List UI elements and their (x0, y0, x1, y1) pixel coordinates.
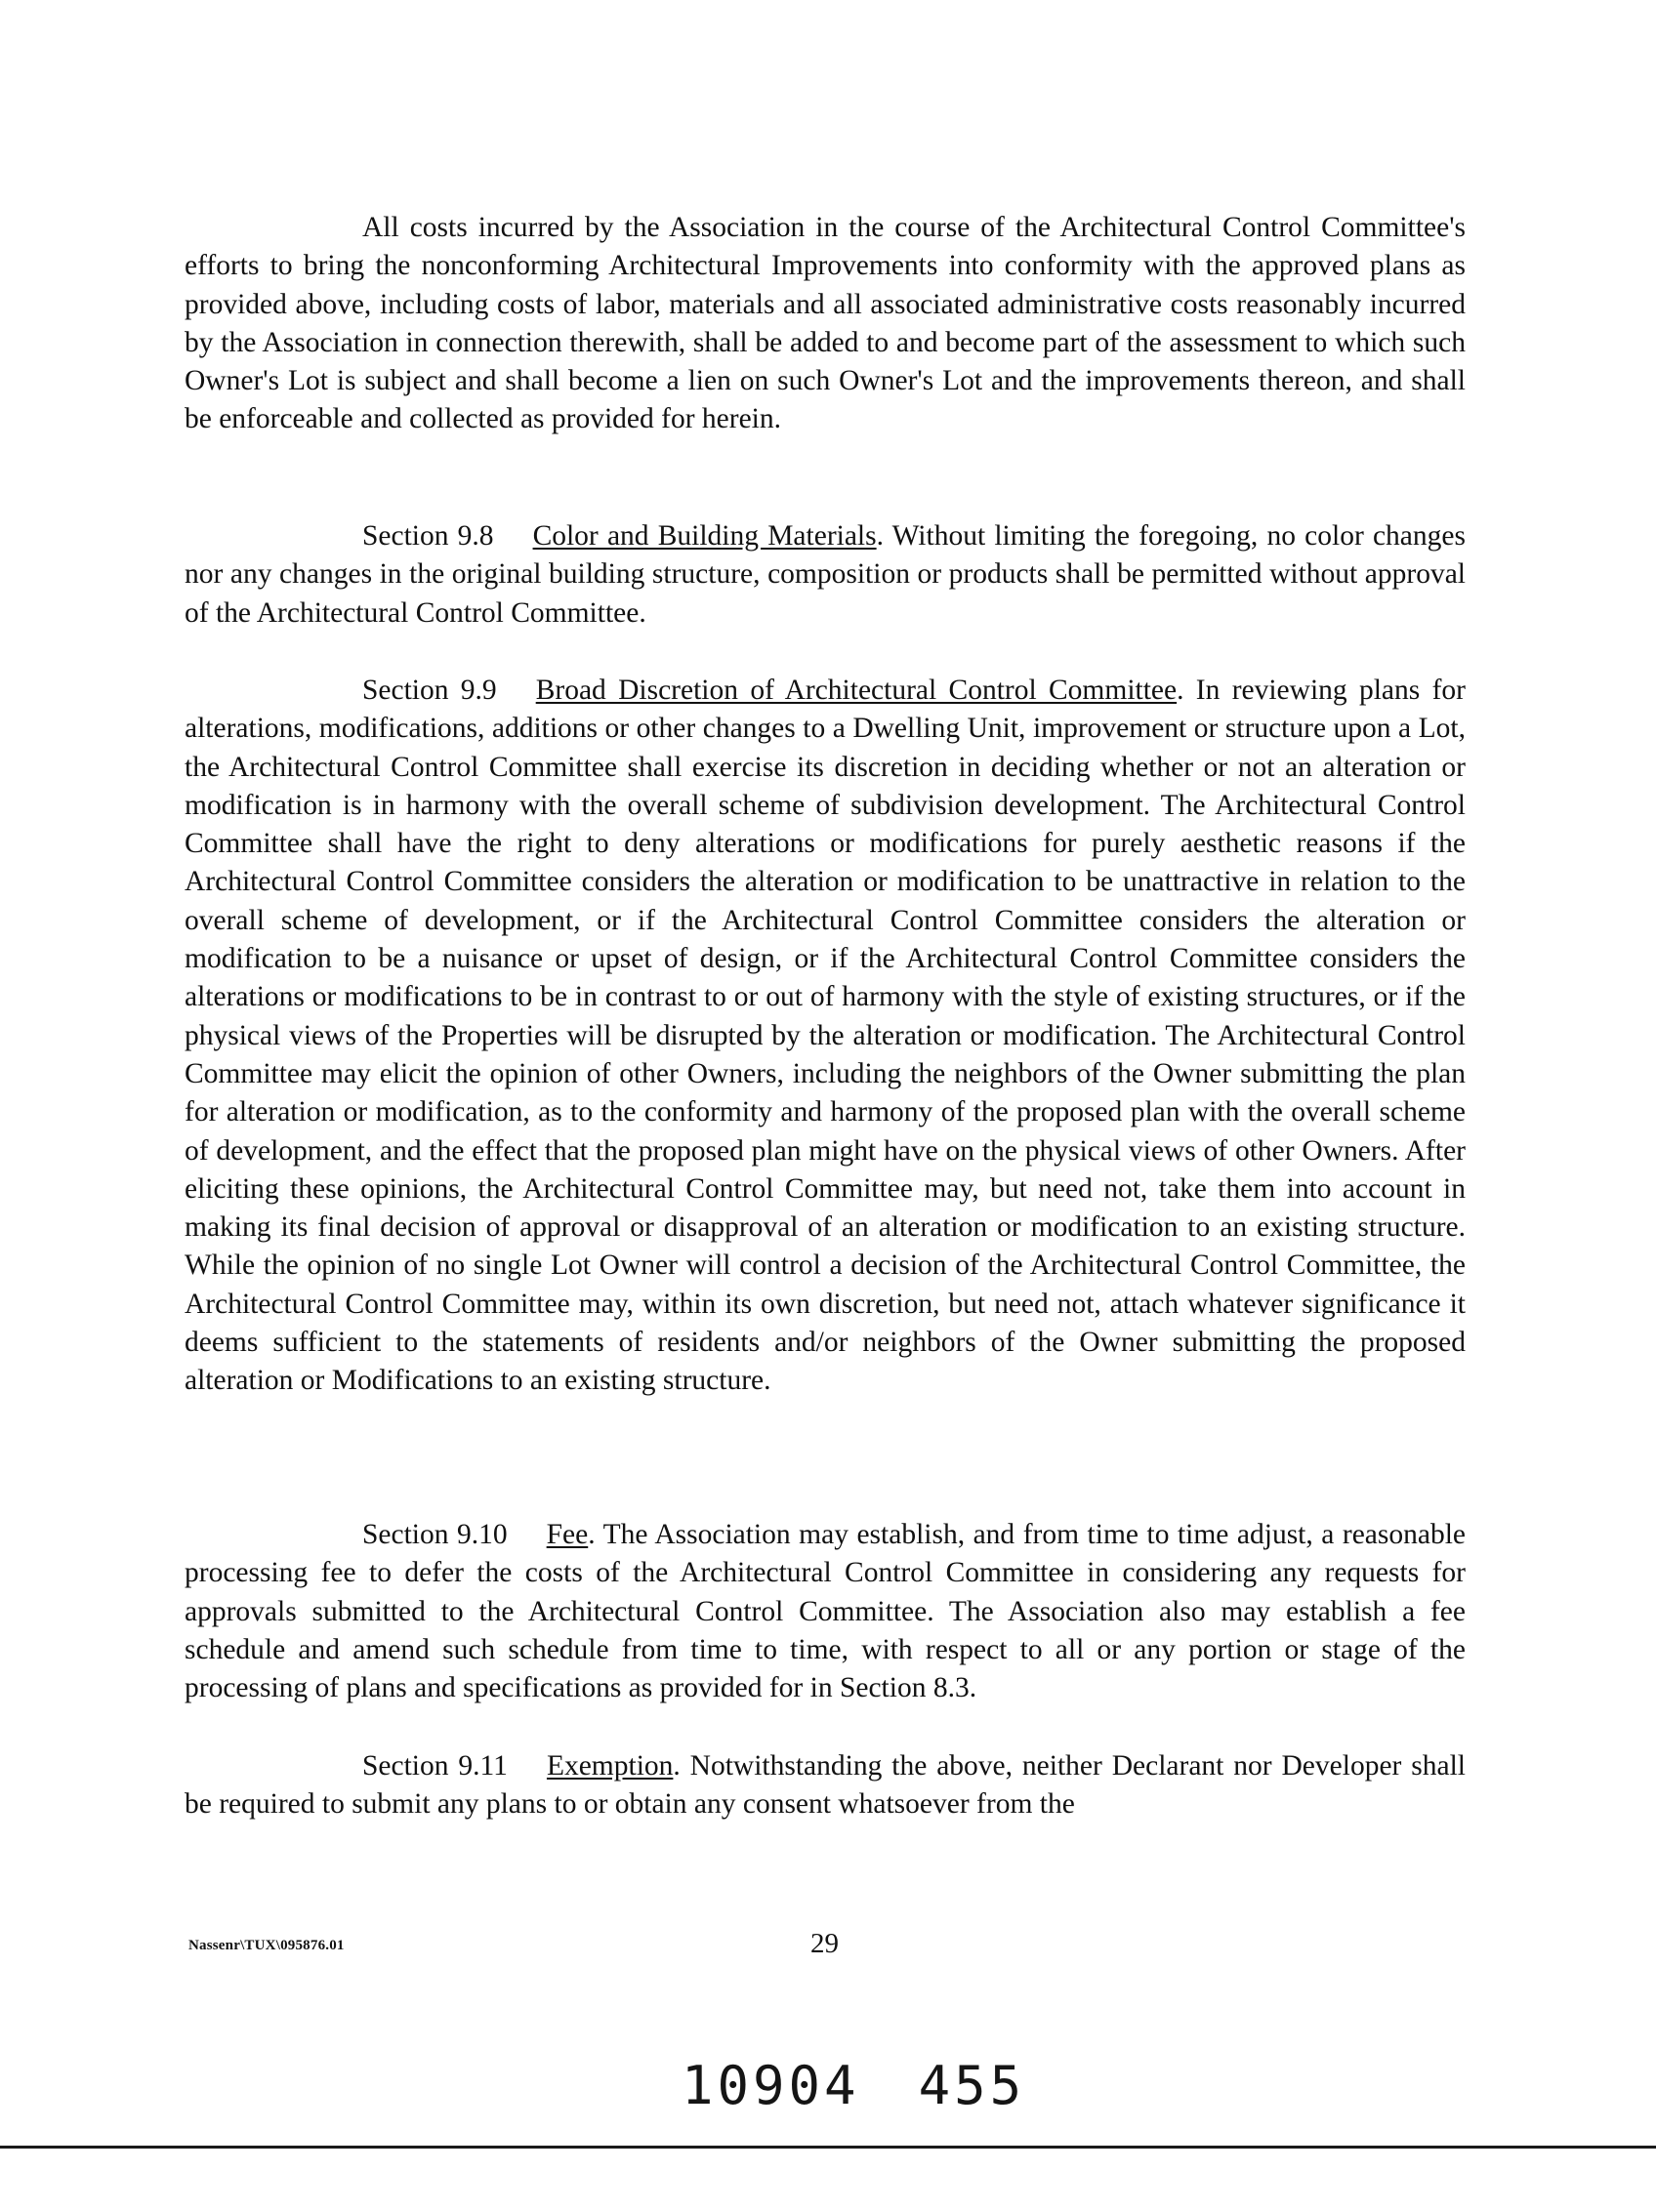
section-heading: Broad Discretion of Architectural Control Committee (535, 675, 1178, 706)
section-number: Section 9.9 (362, 675, 497, 706)
recording-page-number: 455 (918, 2055, 1026, 2116)
page-number: 29 (810, 1928, 839, 1959)
recording-stamp (682, 2055, 1025, 2116)
paragraph-body: . Without limiting the foregoing, no color changes nor any changes in the original building structure, composition or products shall be permitted without approval of the Architectural Control Committee. (185, 520, 1466, 629)
section-number: Section 9.10 (362, 1519, 508, 1550)
footer-file-path: Nassenr\TUX\095876.01 (188, 1938, 345, 1953)
bottom-rule (0, 2146, 1656, 2149)
paragraph-body: . The Association may establish, and from time to time adjust, a reasonable processing fee to defer the costs of the Architectural Control Committee in considering any requests for approvals submitted to the Architectural Control Committee. The Association also may establish a fee schedule and amend such schedule from time to time, with respect to all or any portion or stage of the processing of plans and specifications as provided for in Section 8.3. (185, 1519, 1466, 1704)
section-heading: Exemption (546, 1750, 674, 1782)
section-heading: Color and Building Materials (532, 520, 877, 552)
section-9-11-paragraph (185, 1747, 1466, 1824)
paragraph-body: . Notwithstanding the above, neither Declarant nor Developer shall be required to submit any plans to or obtain any consent whatsoever from the (185, 1750, 1466, 1821)
section-9-10-paragraph (185, 1516, 1466, 1707)
paragraph-body: All costs incurred by the Association in the course of the Architectural Control Committee's efforts to bring the nonconforming Architectural Improvements into conformity with the approved plans as provided above, including costs of labor, materials and all associated administrative costs reasonably incurred by the Association in connection therewith, shall be added to and become part of the assessment to which such Owner's Lot is subject and shall become a lien on such Owner's Lot and the improvements thereon, and shall be enforceable and collected as provided for herein. (185, 212, 1466, 435)
section-number: Section 9.11 (362, 1750, 508, 1782)
section-9-8-paragraph (185, 517, 1466, 633)
recording-book-number: 10904 (682, 2055, 860, 2116)
paragraph-body: . In reviewing plans for alterations, modifications, additions or other changes to a Dwelling Unit, improvement or structure upon a Lot, the Architectural Control Committee shall exercise its discretion in deciding whether or not an alteration or modification is in harmony with the overall scheme of subdivision development. The Architectural Control Committee shall have the right to deny alterations or modifications for purely aesthetic reasons if the Architectural Control Committee considers the alteration or modification to be unattractive in relation to the overall scheme of development, or if the Architectural Control Committee considers the alteration or modification to be a nuisance or upset of design, or if the Architectural Control Committee considers the alterations or modifications to be in contrast to or out of harmony with the style of existing structures, or if the physical views of the Properties will be disrupted by the alteration or modification. The Architectural Control Committee may elicit the opinion of other Owners, including the neighbors of the Owner submitting the plan for alteration or modification, as to the conformity and harmony of the proposed plan with the overall scheme of development, and the effect that the proposed plan might have on the physical views of other Owners. After eliciting these opinions, the Architectural Control Committee may, but need not, take them into account in making its final decision of approval or disapproval of an alteration or modification to an existing structure. While the opinion of no single Lot Owner will control a decision of the Architectural Control Committee, the Architectural Control Committee may, within its own discretion, but need not, attach whatever significance it deems sufficient to the statements of residents and/or neighbors of the Owner submitting the proposed alteration or Modifications to an existing structure. (185, 675, 1466, 1397)
paragraph-costs-lien (185, 209, 1466, 439)
section-number: Section 9.8 (362, 520, 494, 552)
section-heading: Fee (546, 1519, 589, 1550)
section-9-9-paragraph (185, 672, 1466, 1401)
